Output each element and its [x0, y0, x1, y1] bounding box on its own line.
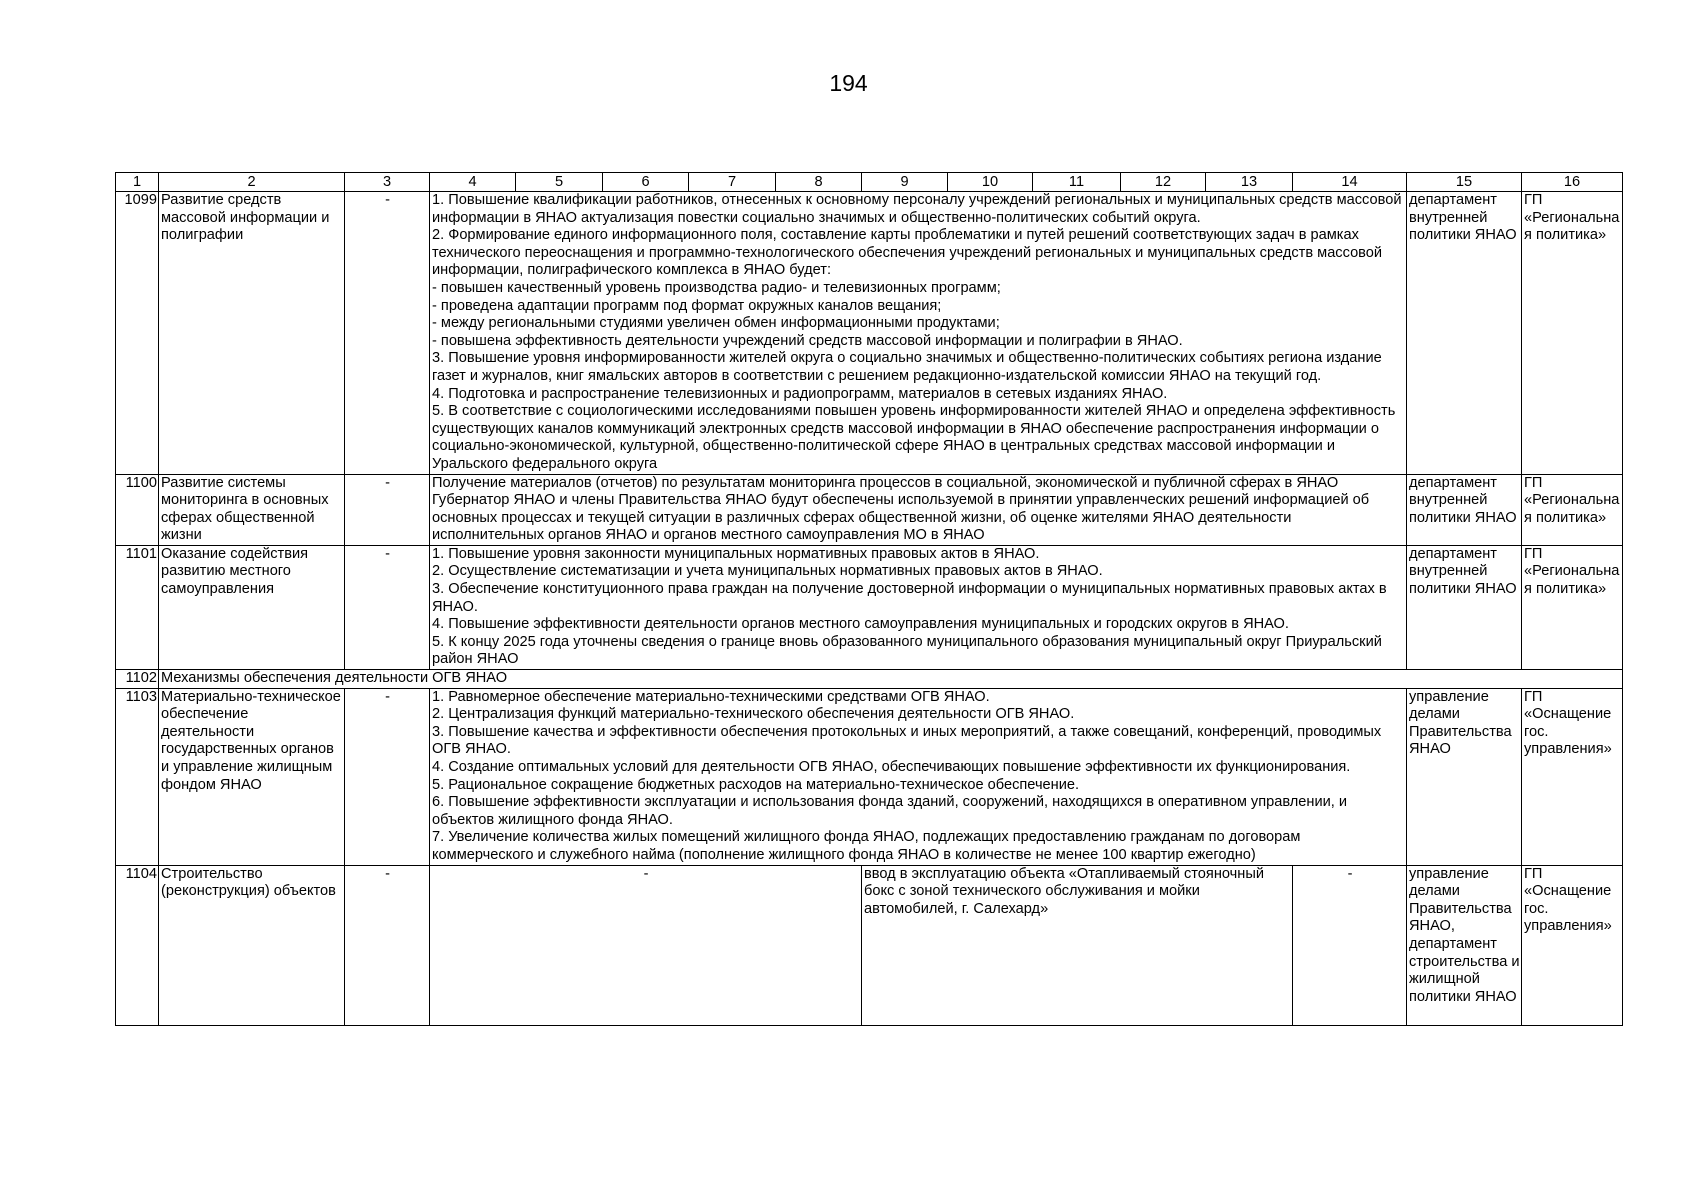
header-cell-7: 7: [689, 173, 776, 192]
expected-results: 1. Повышение квалификации работников, отнесенных к основному персоналу учреждений региональных и муниципальных средств массовой информации в ЯНАО актуализация повестки социально значимых и общественно-политических событий округа. 2. Формирование единого информационного поля, составление карты проблематики и путей решений соответствующих задач в рамках технического переоснащения и программно-технологического обеспечения учреждений региональных и муниципальных средств массовой информации, полиграфического комплекса в ЯНАО будет: - повышен качественный уровень производства радио- и телевизионных программ; - проведена адаптации программ под формат окружных каналов вещания; - между региональными студиями увеличен обмен информационными продуктами; - повышена эффективность деятельности учреждений средств массовой информации и полиграфии в ЯНАО. 3. Повышение уровня информированности жителей округа о социально значимых и общественно-политических событиях региона издание газет и журналов, книг ямальских авторов в соответствии с решением редакционно-издательской комиссии ЯНАО на текущий год. 4. Подготовка и распространение телевизионных и радиопрограмм, материалов в сетевых изданиях ЯНАО. 5. В соответствие с социологическими исследованиями повышен уровень информированности жителей ЯНАО и определена эффективность существующих каналов коммуникаций электронных средств массовой информации в ЯНАО обеспечение распространения информации о социально-экономической, культурной, общественно-политической сфере ЯНАО в центральных средствах массовой информации и Уральского федерального округа: [430, 192, 1407, 475]
table-row: [116, 474, 1623, 545]
program-table: [115, 172, 1623, 1026]
state-program: ГП «Региональная политика»: [1522, 474, 1623, 545]
header-cell-13: 13: [1206, 173, 1293, 192]
activity-name: Оказание содействия развитию местного самоуправления: [159, 545, 345, 669]
header-row: [116, 173, 1623, 192]
state-program: ГП «Оснащение гос. управления»: [1522, 688, 1623, 865]
column-14-value: -: [1293, 865, 1407, 1025]
columns-9-13-value: ввод в эксплуатацию объекта «Отапливаемый стояночный бокс с зоной технического обслуживания и мойки автомобилей, г. Салехард»: [862, 865, 1293, 1025]
header-cell-15: 15: [1407, 173, 1522, 192]
header-cell-5: 5: [516, 173, 603, 192]
column-3-value: -: [345, 545, 430, 669]
header-cell-8: 8: [776, 173, 862, 192]
header-cell-9: 9: [862, 173, 948, 192]
responsible-executor: департамент внутренней политики ЯНАО: [1407, 192, 1522, 475]
header-cell-6: 6: [603, 173, 689, 192]
responsible-executor: управление делами Правительства ЯНАО, департамент строительства и жилищной политики ЯНАО: [1407, 865, 1522, 1025]
column-3-value: -: [345, 865, 430, 1025]
row-number: 1099: [116, 192, 159, 475]
expected-results: 1. Повышение уровня законности муниципальных нормативных правовых актов в ЯНАО. 2. Осуществление систематизации и учета муниципальных нормативных правовых актов в ЯНАО. 3. Обеспечение конституционного права граждан на получение достоверной информации о муниципальных нормативных правовых актах в ЯНАО. 4. Повышение эффективности деятельности органов местного самоуправления муниципальных и городских округов в ЯНАО. 5. К концу 2025 года уточнены сведения о границе вновь образованного муниципального образования муниципальный округ Приуральский район ЯНАО: [430, 545, 1407, 669]
page-number: 194: [829, 70, 868, 96]
columns-4-8-value: -: [430, 865, 862, 1025]
header-cell-4: 4: [430, 173, 516, 192]
row-number: 1103: [116, 688, 159, 865]
table-row: [116, 192, 1623, 475]
state-program: ГП «Региональная политика»: [1522, 192, 1623, 475]
state-program: ГП «Региональная политика»: [1522, 545, 1623, 669]
table-row: [116, 688, 1623, 865]
header-cell-10: 10: [948, 173, 1033, 192]
activity-name: Развитие системы мониторинга в основных сферах общественной жизни: [159, 474, 345, 545]
section-row: [116, 670, 1623, 689]
column-3-value: -: [345, 192, 430, 475]
responsible-executor: управление делами Правительства ЯНАО: [1407, 688, 1522, 865]
expected-results: 1. Равномерное обеспечение материально-техническими средствами ОГВ ЯНАО. 2. Централизация функций материально-технического обеспечения деятельности ОГВ ЯНАО. 3. Повышение качества и эффективности обеспечения протокольных и иных мероприятий, а также совещаний, конференций, проводимых ОГВ ЯНАО. 4. Создание оптимальных условий для деятельности ОГВ ЯНАО, обеспечивающих повышение эффективности их функционирования. 5. Рациональное сокращение бюджетных расходов на материально-техническое обеспечение. 6. Повышение эффективности эксплуатации и использования фонда зданий, сооружений, находящихся в оперативном управлении, и объектов жилищного фонда ЯНАО. 7. Увеличение количества жилых помещений жилищного фонда ЯНАО, подлежащих предоставлению гражданам по договорам коммерческого и служебного найма (пополнение жилищного фонда ЯНАО в количестве не менее 100 квартир ежегодно): [430, 688, 1407, 865]
section-title: Механизмы обеспечения деятельности ОГВ ЯНАО: [159, 670, 1623, 689]
column-3-value: -: [345, 688, 430, 865]
row-number: 1104: [116, 865, 159, 1025]
activity-name: Развитие средств массовой информации и полиграфии: [159, 192, 345, 475]
header-cell-3: 3: [345, 173, 430, 192]
expected-results: Получение материалов (отчетов) по результатам мониторинга процессов в социальной, экономической и публичной сферах в ЯНАО Губернатор ЯНАО и члены Правительства ЯНАО будут обеспечены используемой в принятии управленческих решений информацией об основных процессах и текущей ситуации в различных сферах общественной жизни, об оценке жителями ЯНАО деятельности исполнительных органов ЯНАО и органов местного самоуправления МО в ЯНАО: [430, 474, 1407, 545]
activity-name: Строительство (реконструкция) объектов: [159, 865, 345, 1025]
header-cell-1: 1: [116, 173, 159, 192]
state-program: ГП «Оснащение гос. управления»: [1522, 865, 1623, 1025]
header-cell-14: 14: [1293, 173, 1407, 192]
row-number: 1101: [116, 545, 159, 669]
column-3-value: -: [345, 474, 430, 545]
row-number: 1102: [116, 670, 159, 689]
table-row: [116, 545, 1623, 669]
responsible-executor: департамент внутренней политики ЯНАО: [1407, 545, 1522, 669]
row-number: 1100: [116, 474, 159, 545]
header-cell-12: 12: [1121, 173, 1206, 192]
activity-name: Материально-техническое обеспечение деятельности государственных органов и управление жилищным фондом ЯНАО: [159, 688, 345, 865]
table-row: [116, 865, 1623, 1025]
responsible-executor: департамент внутренней политики ЯНАО: [1407, 474, 1522, 545]
header-cell-2: 2: [159, 173, 345, 192]
header-cell-11: 11: [1033, 173, 1121, 192]
header-cell-16: 16: [1522, 173, 1623, 192]
